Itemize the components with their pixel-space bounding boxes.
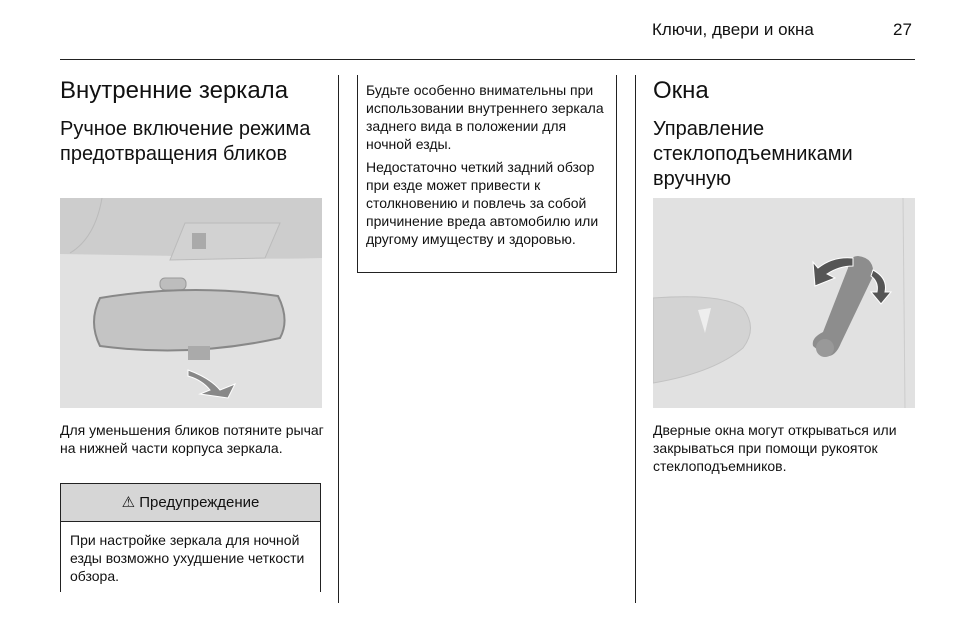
section-title: Окна [653, 77, 709, 104]
column-divider [338, 75, 339, 603]
warning-paragraph: Недостаточно четкий задний обзор при езде может привести к столкновению и повлечь за собой причинение вреда автомобилю или другому имуществу и здоровью. [366, 159, 599, 247]
warning-header [61, 484, 320, 522]
subsection-title: Управление стеклоподъемниками вручную [653, 118, 853, 190]
header-rule [60, 59, 915, 60]
subsection-title: Ручное включение режима предотвращения бликов [60, 118, 311, 165]
warning-title: Предупреждение [139, 494, 260, 511]
section-title: Внутренние зеркала [60, 77, 289, 104]
body-text: Для уменьшения бликов потяните рычаг на нижней части корпуса зеркала. [60, 422, 324, 456]
window-crank-illustration [653, 198, 915, 408]
warning-text: При настройке зеркала для ночной езды возможно ухудшение четкости обзора. [70, 532, 305, 584]
warning-triangle-icon: ⚠ [121, 494, 136, 511]
body-text: Дверные окна могут открываться или закрываться при помощи рукояток стеклоподъемников. [653, 422, 897, 474]
section-header: Ключи, двери и окна [652, 20, 814, 39]
column-divider [635, 75, 636, 603]
warning-box [60, 483, 321, 592]
rearview-mirror-illustration [60, 198, 322, 408]
warning-paragraph: Будьте особенно внимательны при использовании внутреннего зеркала заднего вида в положении для ночной езды. [366, 82, 604, 152]
warning-continuation-box [357, 75, 617, 273]
page-number: 27 [893, 20, 912, 39]
